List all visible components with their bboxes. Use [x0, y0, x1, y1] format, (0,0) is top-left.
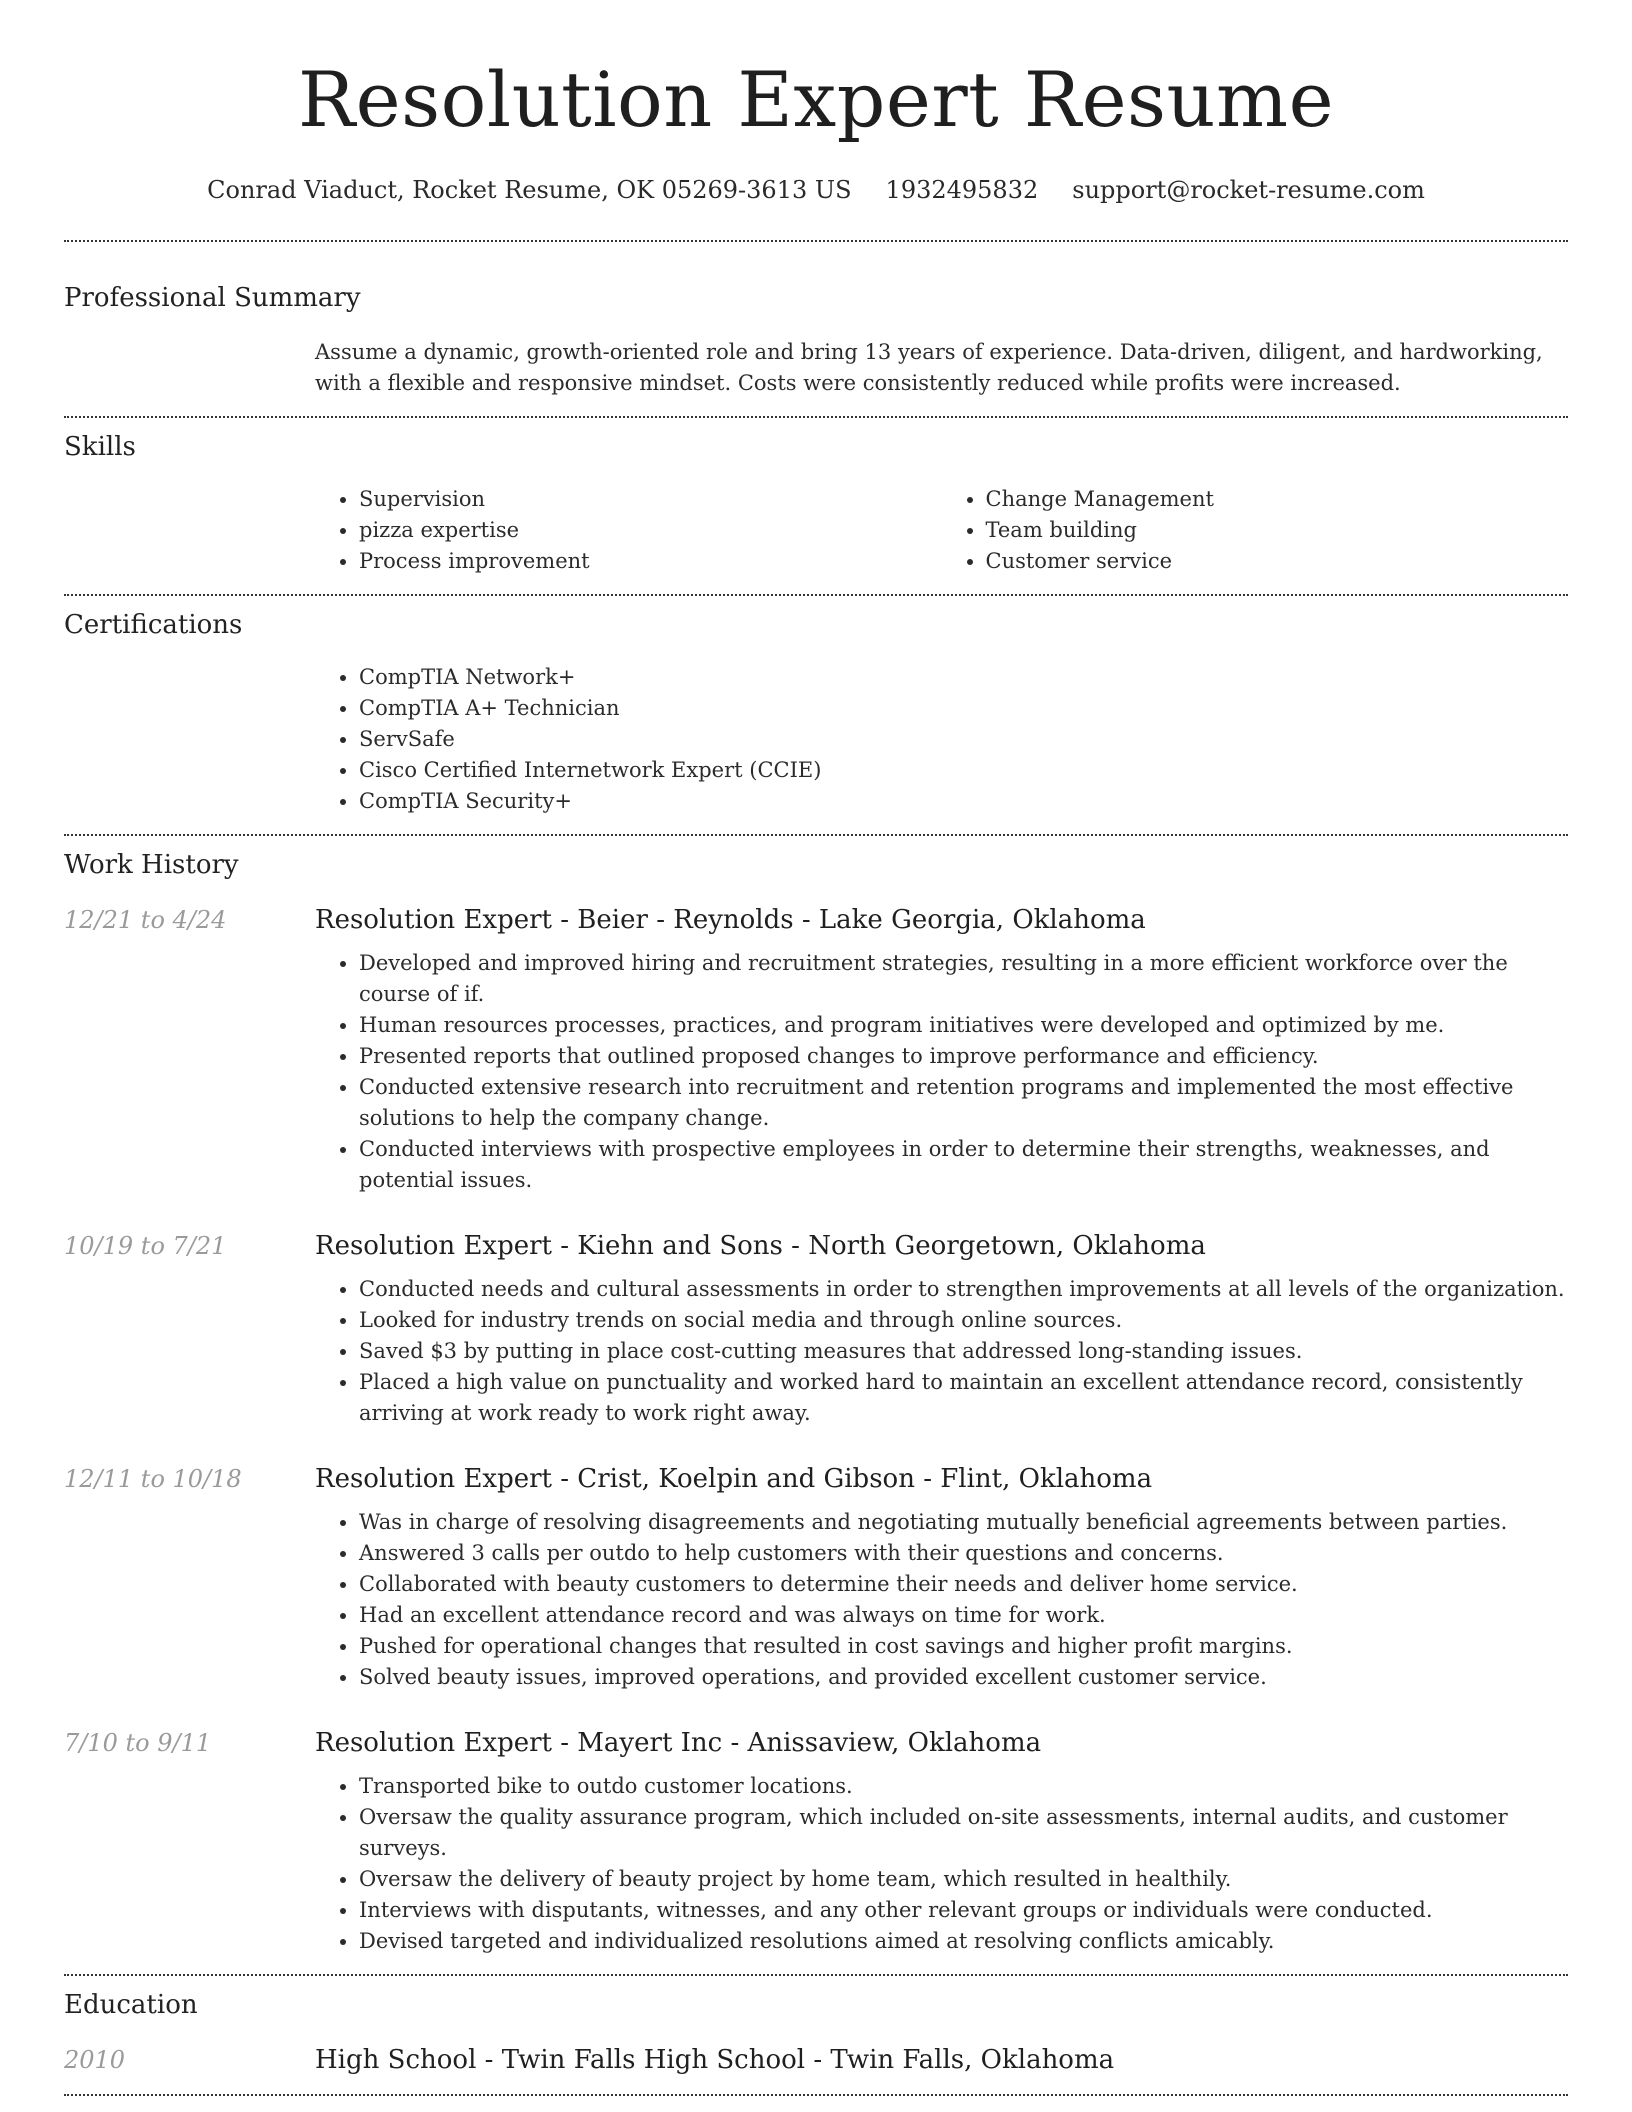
job-date: 12/11 to 10/18 — [64, 1465, 242, 1493]
list-item: • Process improvement — [359, 546, 942, 577]
list-item: • Devised targeted and individualized resolutions aimed at resolving conflicts amicably. — [359, 1926, 1568, 1957]
job-entry — [64, 1463, 1568, 1693]
list-item: • Conducted interviews with prospective employees in order to determine their strengths, weaknesses, and potential issues. — [359, 1134, 1568, 1196]
list-item: • Cisco Certified Internetwork Expert (CCIE) — [359, 755, 1568, 786]
job-header — [64, 1463, 1568, 1495]
skills-heading: Skills — [64, 432, 136, 462]
list-item: • Team building — [986, 515, 1569, 546]
job-date: 7/10 to 9/11 — [64, 1729, 212, 1757]
education-date: 2010 — [64, 2046, 126, 2074]
skills-grid — [315, 484, 1568, 577]
resume-page — [64, 0, 1568, 2096]
list-item: • Collaborated with beauty customers to determine their needs and deliver home service. — [359, 1569, 1568, 1600]
list-item: • Supervision — [359, 484, 942, 515]
list-item: • Had an excellent attendance record and was always on time for work. — [359, 1600, 1568, 1631]
divider — [64, 2094, 1568, 2096]
list-item: • Solved beauty issues, improved operations, and provided excellent customer service. — [359, 1662, 1568, 1693]
list-item: • Human resources processes, practices, and program initiatives were developed and optimized by me. — [359, 1010, 1568, 1041]
job-date: 12/21 to 4/24 — [64, 906, 227, 934]
job-entry — [64, 904, 1568, 1196]
job-details — [315, 1507, 1568, 1693]
job-header — [64, 1727, 1568, 1759]
certifications-heading: Certifications — [64, 610, 243, 640]
list-item: • Customer service — [986, 546, 1569, 577]
list-item: • Presented reports that outlined proposed changes to improve performance and efficiency. — [359, 1041, 1568, 1072]
job-details — [315, 1771, 1568, 1957]
job-title: Resolution Expert - Crist, Koelpin and Gibson - Flint, Oklahoma — [315, 1464, 1153, 1494]
list-item: • Change Management — [986, 484, 1569, 515]
work-heading: Work History — [64, 850, 239, 880]
contact-address: Conrad Viaduct, Rocket Resume, OK 05269-3613 US — [207, 176, 852, 204]
contact-email: support@rocket-resume.com — [1072, 176, 1425, 204]
list-item: • CompTIA Security+ — [359, 786, 1568, 817]
skills-list-right — [942, 484, 1569, 577]
list-item: • Looked for industry trends on social media and through online sources. — [359, 1305, 1568, 1336]
contact-line — [64, 174, 1568, 206]
list-item: • CompTIA Network+ — [359, 662, 1568, 693]
certifications-list — [315, 662, 1568, 817]
list-item: • Conducted needs and cultural assessments in order to strengthen improvements at all levels of the organization. — [359, 1274, 1568, 1305]
summary-section — [64, 242, 1568, 399]
job-entry — [64, 1230, 1568, 1429]
list-item: • Conducted extensive research into recruitment and retention programs and implemented the most effective solutions to help the company change. — [359, 1072, 1568, 1134]
resume-title: Resolution Expert Resume — [297, 55, 1335, 144]
job-header — [64, 904, 1568, 936]
work-section — [64, 836, 1568, 1957]
job-details — [315, 948, 1568, 1196]
education-heading: Education — [64, 1990, 198, 2020]
list-item: • Developed and improved hiring and recruitment strategies, resulting in a more efficient workforce over the course of if. — [359, 948, 1568, 1010]
job-title: Resolution Expert - Kiehn and Sons - North Georgetown, Oklahoma — [315, 1231, 1206, 1261]
list-item: • Answered 3 calls per outdo to help customers with their questions and concerns. — [359, 1538, 1568, 1569]
job-header — [64, 1230, 1568, 1262]
job-title: Resolution Expert - Beier - Reynolds - Lake Georgia, Oklahoma — [315, 905, 1146, 935]
list-item: • Saved $3 by putting in place cost-cutting measures that addressed long-standing issues. — [359, 1336, 1568, 1367]
job-bullets — [315, 1771, 1568, 1957]
job-bullets — [315, 1507, 1568, 1693]
list-item: • Oversaw the delivery of beauty project by home team, which resulted in healthily. — [359, 1864, 1568, 1895]
list-item: • ServSafe — [359, 724, 1568, 755]
job-entry — [64, 1727, 1568, 1957]
education-section — [64, 1976, 1568, 2076]
skills-list-left — [315, 484, 942, 577]
job-bullets — [315, 948, 1568, 1196]
job-date: 10/19 to 7/21 — [64, 1232, 227, 1260]
list-item: • Placed a high value on punctuality and worked hard to maintain an excellent attendance record, consistently arriving at work ready to work right away. — [359, 1367, 1568, 1429]
education-entry — [64, 2044, 1568, 2076]
list-item: • Was in charge of resolving disagreements and negotiating mutually beneficial agreements between parties. — [359, 1507, 1568, 1538]
certifications-section — [64, 596, 1568, 817]
list-item: • CompTIA A+ Technician — [359, 693, 1568, 724]
job-details — [315, 1274, 1568, 1429]
education-title: High School - Twin Falls High School - Twin Falls, Oklahoma — [315, 2045, 1115, 2075]
list-item: • pizza expertise — [359, 515, 942, 546]
list-item: • Transported bike to outdo customer locations. — [359, 1771, 1568, 1802]
certifications-content — [315, 662, 1568, 817]
list-item: • Pushed for operational changes that resulted in cost savings and higher profit margins. — [359, 1631, 1568, 1662]
list-item: • Interviews with disputants, witnesses, and any other relevant groups or individuals were conducted. — [359, 1895, 1568, 1926]
summary-text: Assume a dynamic, growth-oriented role and bring 13 years of experience. Data-driven, diligent, and hardworking, with a flexible and responsive mindset. Costs were consistently reduced while profits were increased. — [315, 340, 1543, 395]
contact-phone: 1932495832 — [885, 176, 1039, 204]
skills-section — [64, 418, 1568, 577]
list-item: • Oversaw the quality assurance program, which included on-site assessments, internal audits, and customer surveys. — [359, 1802, 1568, 1864]
summary-heading: Professional Summary — [64, 283, 361, 313]
job-title: Resolution Expert - Mayert Inc - Anissaview, Oklahoma — [315, 1728, 1042, 1758]
job-bullets — [315, 1274, 1568, 1429]
